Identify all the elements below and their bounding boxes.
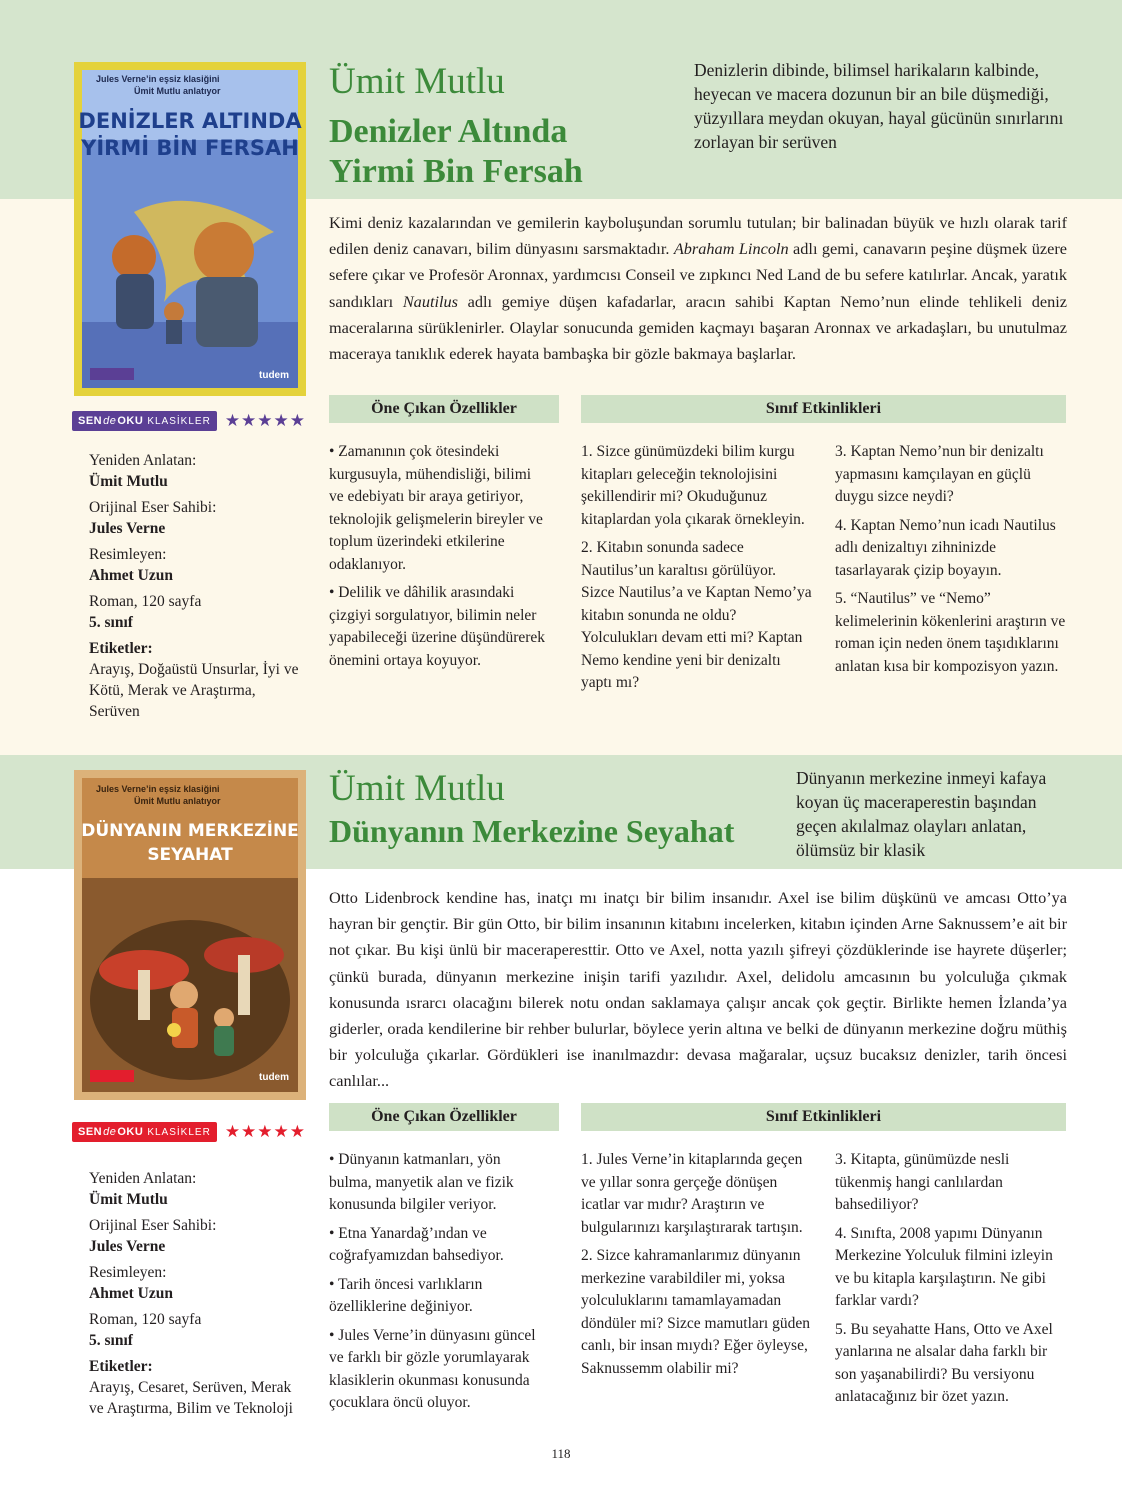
book2-activities-right — [835, 1149, 1067, 1415]
page-count: Roman, 120 sayfa — [89, 1311, 202, 1328]
series-logo-part3: OKU — [117, 1126, 144, 1138]
original-author-label: Orijinal Eser Sahibi: — [89, 1217, 217, 1234]
book2-series-logo — [72, 1122, 217, 1142]
feature-item: • Jules Verne’in dünyasını güncel ve farklı bir gözle yorumlayarak klasiklerin okunması konusunda çocuklara öncü oluyor. — [329, 1326, 536, 1411]
book1-title-line2: Yirmi Bin Fersah — [329, 153, 583, 190]
book1-series-logo — [72, 411, 217, 431]
original-author-value: Jules Verne — [89, 1238, 166, 1255]
retold-label: Yeniden Anlatan: — [89, 452, 197, 469]
summary-text: adlı gemi, canavarın peşine düşmek üzere sefere çıkar ve Profesör Aronnax, yardımcısı Conseil ve zıpkıncı Ned Land de bu sefere katılırlar. Ancak, yaratık sandıkları — [329, 239, 1067, 311]
page-count: Roman, 120 sayfa — [89, 593, 202, 610]
feature-item: • Tarih öncesi varlıkların özelliklerine değiniyor. — [329, 1275, 483, 1315]
activity-item: 5. “Nautilus” ve “Nemo” kelimelerinin kökenlerini araştırın ve roman için neden önem taşıdıklarını anlatan kısa bir kompozisyon yazın. — [835, 590, 1066, 675]
tags-label: Etiketler: — [89, 640, 153, 657]
book1-cover-image — [74, 62, 306, 396]
grade-level: 5. sınıf — [89, 614, 133, 631]
book1-cover-top-line1: Jules Verne’in eşsiz klasiğini — [96, 74, 220, 84]
summary-text: adlı gemiye düşen kafadarlar, aracın sahibi Kaptan Nemo’nun elinde tehlikeli deniz maceralarına sürüklenirler. Olaylar sonucunda gemiden kaçmayı başaran Aronnax ve arkadaşları, bu unutulmaz maceraya tanıklık ederek hayata bambaşka bir gözle bakmaya başlarlar. — [329, 291, 1067, 364]
book1-features-list — [329, 441, 547, 678]
tags-value: Arayış, Doğaüstü Unsurlar, İyi ve Kötü, Merak ve Araştırma, Serüven — [89, 661, 299, 720]
book2-cover-title-line2: SEYAHAT — [147, 845, 233, 865]
activity-item: 2. Kitabın sonunda sadece Nautilus’un karaltısı görülüyor. Sizce Nautilus’a ve Kaptan Nemo’ya kitabın sonunda ne oldu? Yolculukları devam etti mi? Kaptan Nemo kendine yeni bir denizaltı yaptı mı? — [581, 539, 812, 691]
book2-title: Dünyanın Merkezine Seyahat — [329, 813, 735, 849]
activity-item: 1. Jules Verne’in kitaplarında geçen ve yıllar sonra gerçeğe dönüşen icatlar var mıdır? Araştırın ve bulgularınızı karşılaştırarak tartışın. — [581, 1151, 803, 1236]
book2-summary: Otto Lidenbrock kendine has, inatçı mı inatçı bir bilim insanıdır. Axel ise bilim düşkünü ve amcası Otto’ya hayran bir gençtir. Bir gün Otto, bir bilim insanının kitabını incelerken, kitabın içinden Arne Saknussem’e ait bir not çıkar. Bu kişi ünlü bir maceraperesttir. Otto ve Axel, notta yazılı şifreyi çözdüklerinde ise hayrete düşerler; çünkü burada, dünyanın merkezine inişin tarifi yazılıdır. Axel, delidolu amcasının bu yolculuğa çıkmak konusunda ısrarcı olacağını bilerek notu ondan saklamaya çalışır ancak çok geçtir. Birlikte hemen İzlanda’ya giderler, orada kendilerine bir rehber bulurlar, böylece yerin altına ve belki de dünyanın merkezine doğru müthiş bir yolculuğa çıkarlar. Gördükleri ise inanılmazdır: devasa mağaralar, uçsuz bucaksız denizler, tarih öncesi canlılar... — [329, 888, 1067, 1091]
summary-ship-name: Abraham Lincoln — [673, 239, 789, 259]
book2-cover-publisher: tudem — [259, 1072, 289, 1083]
retold-value: Ümit Mutlu — [89, 473, 168, 490]
book2-series-row — [72, 1121, 306, 1143]
illustrator-value: Ahmet Uzun — [89, 567, 173, 584]
book1-activities-left — [581, 441, 813, 701]
illustrator-label: Resimleyen: — [89, 546, 167, 563]
book1-cover-top-line2: Ümit Mutlu anlatıyor — [134, 86, 221, 96]
activity-item: 4. Kaptan Nemo’nun icadı Nautilus adlı denizaltıyı zihninizde tasarlayarak çizip boyayın. — [835, 516, 1056, 579]
book1-tagline: Denizlerin dibinde, bilimsel harikaların kalbinde, heyecan ve macera dozunun bir an bile düşmediği, yüzyıllara meydan okuyan, hayal gücünün sınırlarını zorlayan bir serüven — [694, 60, 1064, 152]
retold-label: Yeniden Anlatan: — [89, 1170, 197, 1187]
book1-rating-stars: ★★★★★ — [224, 411, 307, 431]
activity-item: 3. Kaptan Nemo’nun bir denizaltı yapmasını kamçılayan en güçlü duygu sizce neydi? — [835, 443, 1044, 505]
book2-rating-stars: ★★★★★ — [224, 1122, 307, 1142]
series-logo-part3: OKU — [117, 415, 144, 427]
book1-features-heading: Öne Çıkan Özellikler — [329, 395, 559, 423]
book1-activities-right — [835, 441, 1067, 684]
series-logo-part2: de — [103, 415, 117, 427]
book1-summary — [329, 210, 1067, 367]
feature-item: • Zamanının çok ötesindeki kurgusuyla, mühendisliği, bilimi ve edebiyatı bir araya getiriyor, teknolojik gelişmelerin bireyler ve toplum üzerindeki etkilerine odaklanıyor. — [329, 443, 543, 573]
original-author-label: Orijinal Eser Sahibi: — [89, 499, 217, 516]
tags-label: Etiketler: — [89, 1358, 153, 1375]
book2-tagline: Dünyanın merkezine inmeyi kafaya koyan üç maceraperestin başından geçen akılalmaz olayları anlatan, ölümsüz bir klasik — [796, 768, 1047, 860]
series-logo-part4: KLASİKLER — [147, 1126, 211, 1138]
book2-author: Ümit Mutlu — [329, 768, 505, 809]
book2-meta — [89, 1168, 299, 1419]
feature-item: • Etna Yanardağ’ından ve coğrafyamızdan bahsediyor. — [329, 1224, 504, 1264]
series-logo-part4: KLASİKLER — [147, 415, 211, 427]
feature-item: • Delilik ve dâhilik arasındaki çizgiyi sorgulatıyor, bilimin neler yapabileceği üzerine düşündürerek önemini ortaya koyuyor. — [329, 584, 546, 669]
summary-text: Kimi deniz kazalarından ve gemilerin kayboluşundan sorumlu tutulan; bir balinadan büyük ve hızlı olarak tarif edilen deniz canavarı, bilim dünyasını sarsmaktadır. — [329, 213, 1067, 259]
tags-value: Arayış, Cesaret, Serüven, Merak ve Araştırma, Bilim ve Teknoloji — [89, 1379, 293, 1417]
book2-activities-heading: Sınıf Etkinlikleri — [581, 1103, 1066, 1131]
book2-activities-left — [581, 1149, 813, 1386]
activity-item: 1. Sizce günümüzdeki bilim kurgu kitapları geleceğin teknolojisini şekillendirir mi? Okuduğunuz kitaplardan yola çıkarak örnekleyin. — [581, 443, 805, 528]
book2-cover-title-line1: DÜNYANIN MERKEZİNE — [81, 821, 299, 841]
series-logo-part1: SEN — [78, 415, 103, 427]
activity-item: 4. Sınıfta, 2008 yapımı Dünyanın Merkezine Yolculuk filmini izleyin ve bu kitapla karşılaştırın. Ne gibi farklar vardı? — [835, 1224, 1053, 1309]
book1-series-row — [72, 410, 306, 432]
book2-cover-image — [74, 770, 306, 1100]
series-logo-part1: SEN — [78, 1126, 103, 1138]
book2-cover-top-line2: Ümit Mutlu anlatıyor — [134, 796, 221, 806]
series-logo-part2: de — [103, 1126, 117, 1138]
page-number: 118 — [551, 1446, 571, 1461]
summary-submarine-name: Nautilus — [402, 291, 459, 311]
activity-item: 3. Kitapta, günümüzde nesli tükenmiş hangi canlılardan bahsediliyor? — [835, 1151, 1010, 1213]
book1-cover-publisher: tudem — [259, 370, 289, 381]
book1-activities-heading: Sınıf Etkinlikleri — [581, 395, 1066, 423]
grade-level: 5. sınıf — [89, 1332, 133, 1349]
book2-cover-top-line1: Jules Verne’in eşsiz klasiğini — [96, 784, 220, 794]
illustrator-label: Resimleyen: — [89, 1264, 167, 1281]
book1-cover-title-line2: YİRMİ BİN FERSAH — [81, 136, 299, 160]
feature-item: • Dünyanın katmanları, yön bulma, manyetik alan ve fizik konusunda bilgiler veriyor. — [329, 1151, 514, 1213]
book2-features-list — [329, 1149, 547, 1421]
book1-title-line1: Denizler Altında — [329, 113, 568, 150]
book1-author: Ümit Mutlu — [329, 61, 505, 102]
book2-features-heading: Öne Çıkan Özellikler — [329, 1103, 559, 1131]
activity-item: 2. Sizce kahramanlarımız dünyanın merkezine varabildiler mi, yoksa yolculuklarını tamamlayamadan döndüler mi? Sizce mamutları güden canlı, bir insan mıydı? Eğer öyleyse, Saknussemm olabilir mi? — [581, 1247, 810, 1377]
book1-cover-title-line1: DENİZLER ALTINDA — [78, 109, 302, 133]
book1-meta — [89, 450, 299, 722]
retold-value: Ümit Mutlu — [89, 1191, 168, 1208]
original-author-value: Jules Verne — [89, 520, 166, 537]
illustrator-value: Ahmet Uzun — [89, 1285, 173, 1302]
activity-item: 5. Bu seyahatte Hans, Otto ve Axel yanlarına ne alsalar daha farklı bir son yaşanabilirdi? Bu versiyonu anlatacağınız bir özet yazın. — [835, 1320, 1053, 1405]
